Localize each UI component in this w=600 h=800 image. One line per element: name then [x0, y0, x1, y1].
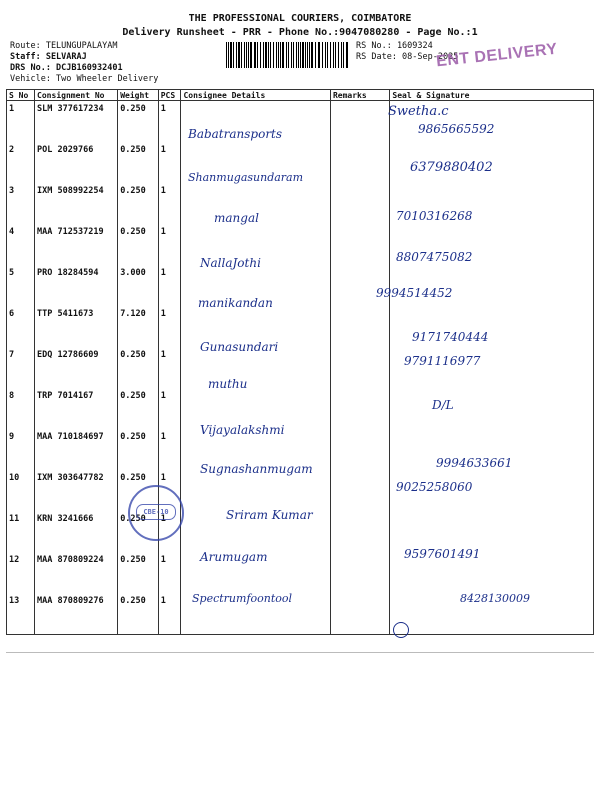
rs-date: RS Date: 08-Sep-2025 — [356, 52, 459, 62]
row-sno: 10 — [7, 470, 35, 511]
barcode-bar — [296, 42, 297, 68]
barcode-bar — [309, 42, 310, 68]
barcode-bar — [270, 42, 271, 68]
barcode-bar — [280, 42, 281, 68]
row-pcs: 1 — [158, 552, 181, 593]
col-remarks: Remarks — [330, 90, 389, 101]
row-weight: 0.250 — [118, 552, 159, 593]
office-seal — [128, 485, 184, 541]
barcode-bar — [333, 42, 334, 68]
row-remarks — [330, 142, 389, 183]
footer-divider — [6, 652, 594, 653]
barcode-bar — [265, 42, 267, 68]
row-remarks — [330, 183, 389, 224]
row-weight: 0.250 — [118, 429, 159, 470]
handwritten-signature-text: 9025258060 — [396, 480, 473, 494]
barcode-bar — [338, 42, 339, 68]
table-row — [7, 265, 594, 306]
vehicle-label: Vehicle: Two Wheeler Delivery — [10, 74, 159, 84]
barcode-bar — [322, 42, 323, 68]
rs-number: RS No.: 1609324 — [356, 41, 433, 51]
handwritten-consignee-name: Gunasundari — [200, 340, 279, 354]
row-seal-signature — [390, 511, 594, 552]
row-sno: 11 — [7, 511, 35, 552]
row-pcs: 1 — [158, 347, 181, 388]
handwritten-signature-text: 9994514452 — [376, 286, 453, 300]
row-pcs: 1 — [158, 511, 181, 552]
table-row — [7, 388, 594, 429]
handwritten-signature-text: 6379880402 — [410, 160, 493, 175]
row-consignment-no: TTP 5411673 — [35, 306, 118, 347]
row-remarks — [330, 593, 389, 635]
row-remarks — [330, 224, 389, 265]
handwritten-signature-text: 9994633661 — [436, 456, 513, 470]
barcode-bar — [238, 42, 240, 68]
table-row — [7, 183, 594, 224]
row-remarks — [330, 429, 389, 470]
row-weight: 0.250 — [118, 347, 159, 388]
row-sno: 3 — [7, 183, 35, 224]
handwritten-consignee-name: Shanmugasundaram — [188, 171, 304, 184]
barcode-bar — [293, 42, 294, 68]
barcode-bar — [226, 42, 227, 68]
row-consignment-no: PRO 18284594 — [35, 265, 118, 306]
row-consignment-no: KRN 3241666 — [35, 511, 118, 552]
handwritten-signature-text: 7010316268 — [396, 209, 473, 223]
barcode-bar — [282, 42, 284, 68]
row-sno: 12 — [7, 552, 35, 593]
barcode-bar — [260, 42, 261, 68]
row-consignment-no: MAA 870809224 — [35, 552, 118, 593]
row-pcs: 1 — [158, 142, 181, 183]
handwritten-signature-text: Swetha.c — [388, 104, 449, 119]
row-weight: 0.250 — [118, 224, 159, 265]
barcode-bar — [302, 42, 304, 68]
row-pcs: 1 — [158, 224, 181, 265]
barcode-bar — [233, 42, 234, 68]
row-remarks — [330, 511, 389, 552]
row-sno: 7 — [7, 347, 35, 388]
barcode-bar — [286, 42, 287, 68]
row-sno: 9 — [7, 429, 35, 470]
barcode-bar — [244, 42, 245, 68]
row-pcs: 1 — [158, 470, 181, 511]
row-weight: 0.250 — [118, 388, 159, 429]
row-remarks — [330, 347, 389, 388]
row-remarks — [330, 552, 389, 593]
seal-label: CBE-10 — [136, 504, 176, 520]
handwritten-consignee-name: manikandan — [198, 296, 273, 310]
row-pcs: 1 — [158, 101, 181, 143]
barcode-bar — [307, 42, 308, 68]
barcode-bar — [276, 42, 277, 68]
row-weight: 0.250 — [118, 511, 159, 552]
barcode-bar — [246, 42, 247, 68]
row-consignment-no: MAA 712537219 — [35, 224, 118, 265]
row-weight: 0.250 — [118, 593, 159, 635]
row-sno: 2 — [7, 142, 35, 183]
row-consignment-no: IXM 303647782 — [35, 470, 118, 511]
row-pcs: 1 — [158, 429, 181, 470]
row-remarks — [330, 306, 389, 347]
barcode-bar — [241, 42, 242, 68]
barcode-bar — [330, 42, 331, 68]
barcode-bar — [311, 42, 313, 68]
col-weight: Weight — [118, 90, 159, 101]
barcode-bar — [228, 42, 229, 68]
row-sno: 4 — [7, 224, 35, 265]
handwritten-consignee-name: Vijayalakshmi — [200, 423, 285, 437]
row-consignment-no: EDQ 12786609 — [35, 347, 118, 388]
handwritten-consignee-name: muthu — [208, 377, 248, 391]
circle-mark — [393, 622, 409, 638]
row-sno: 13 — [7, 593, 35, 635]
row-consignment-no: SLM 377617234 — [35, 101, 118, 143]
barcode-bar — [346, 42, 348, 68]
col-seal-signature: Seal & Signature — [390, 90, 594, 101]
drs-number: DRS No.: DCJB160932401 — [10, 63, 123, 73]
handwritten-signature-text: 8428130009 — [460, 592, 530, 605]
col-pcs: PCS — [158, 90, 181, 101]
barcode-bar — [254, 42, 256, 68]
barcode-bar — [300, 42, 301, 68]
handwritten-consignee-name: mangal — [214, 211, 259, 225]
barcode-bar — [335, 42, 336, 68]
delivery-stamp: ENT DELIVERY — [435, 40, 559, 71]
col-consignment: Consignment No — [35, 90, 118, 101]
handwritten-consignee-name: Arumugam — [200, 550, 268, 564]
barcode-bar — [327, 42, 328, 68]
row-weight: 0.250 — [118, 142, 159, 183]
handwritten-signature-text: 9597601491 — [404, 547, 481, 561]
row-pcs: 1 — [158, 306, 181, 347]
table-header-row — [7, 90, 594, 101]
table-row — [7, 306, 594, 347]
row-pcs: 1 — [158, 388, 181, 429]
handwritten-consignee-name: Sriram Kumar — [226, 508, 313, 522]
barcode-bar — [325, 42, 326, 68]
row-weight: 0.250 — [118, 101, 159, 143]
document-subtitle: Delivery Runsheet - PRR - Phone No.:9047080280 - Page No.:1 — [122, 27, 478, 38]
staff-label: Staff: SELVARAJ — [10, 52, 87, 62]
barcode-bar — [315, 42, 316, 68]
handwritten-consignee-name: Babatransports — [188, 127, 283, 141]
row-pcs: 1 — [158, 593, 181, 635]
handwritten-consignee-name: NallaJothi — [200, 256, 261, 270]
barcode-bar — [273, 42, 274, 68]
row-remarks — [330, 101, 389, 143]
handwritten-signature-text: 9791116977 — [404, 354, 481, 368]
row-remarks — [330, 388, 389, 429]
barcode-bar — [318, 42, 320, 68]
document-title: THE PROFESSIONAL COURIERS, COIMBATORE — [188, 13, 412, 24]
barcode-bar — [288, 42, 289, 68]
table-row — [7, 101, 594, 143]
handwritten-signature-text: D/L — [432, 398, 454, 412]
barcode-bar — [236, 42, 237, 68]
barcode-bar — [341, 42, 342, 68]
col-sno: S No — [7, 90, 35, 101]
table-row — [7, 552, 594, 593]
row-weight: 0.250 — [118, 470, 159, 511]
col-consignee-details: Consignee Details — [181, 90, 331, 101]
barcode-bar — [305, 42, 306, 68]
route-label: Route: TELUNGUPALAYAM — [10, 41, 118, 51]
table-row — [7, 470, 594, 511]
barcode-image — [226, 42, 350, 68]
handwritten-consignee-name: Sugnashanmugam — [200, 462, 313, 476]
row-sno: 5 — [7, 265, 35, 306]
row-pcs: 1 — [158, 265, 181, 306]
barcode-bar — [248, 42, 249, 68]
barcode-bar — [263, 42, 264, 68]
handwritten-consignee-name: Spectrumfoontool — [192, 592, 293, 605]
barcode-bar — [278, 42, 279, 68]
row-weight: 0.250 — [118, 183, 159, 224]
row-remarks — [330, 470, 389, 511]
handwritten-signature-text: 9865665592 — [418, 122, 495, 136]
row-pcs: 1 — [158, 183, 181, 224]
handwritten-signature-text: 8807475082 — [396, 250, 473, 264]
row-consignment-no: TRP 7014167 — [35, 388, 118, 429]
runsheet-meta — [10, 41, 158, 85]
row-weight: 7.120 — [118, 306, 159, 347]
barcode-bar — [343, 42, 344, 68]
barcode-bar — [230, 42, 232, 68]
barcode-bar — [250, 42, 252, 68]
row-sno: 6 — [7, 306, 35, 347]
row-consignment-no: MAA 710184697 — [35, 429, 118, 470]
row-sno: 1 — [7, 101, 35, 143]
barcode-bar — [291, 42, 292, 68]
row-sno: 8 — [7, 388, 35, 429]
row-seal-signature — [390, 388, 594, 429]
table-row — [7, 224, 594, 265]
row-consignment-no: POL 2029766 — [35, 142, 118, 183]
handwritten-signature-text: 9171740444 — [412, 330, 489, 344]
row-weight: 3.000 — [118, 265, 159, 306]
barcode-bar — [257, 42, 258, 68]
row-consignment-no: MAA 870809276 — [35, 593, 118, 635]
barcode-bar — [298, 42, 299, 68]
table-row — [7, 347, 594, 388]
row-consignee-details — [181, 470, 331, 511]
barcode-bar — [268, 42, 269, 68]
row-consignment-no: IXM 508992254 — [35, 183, 118, 224]
